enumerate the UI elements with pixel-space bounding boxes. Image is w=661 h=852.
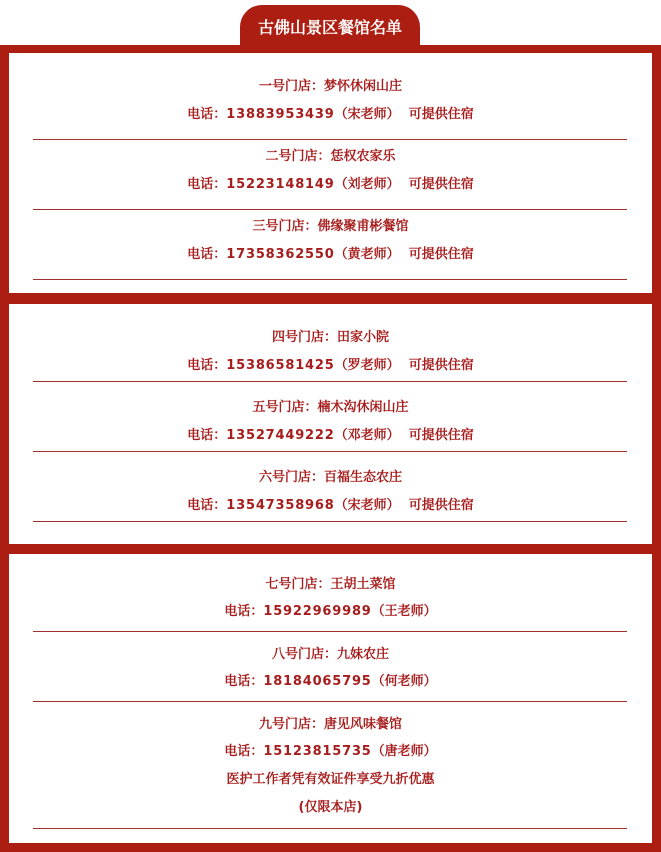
divider <box>33 631 627 632</box>
lodging-note: 可提供住宿 <box>408 358 474 373</box>
phone-prefix: 电话： <box>187 107 227 122</box>
phone-number[interactable]: 17358362550 <box>226 247 335 262</box>
store-group-2 <box>9 304 652 544</box>
phone-prefix: 电话： <box>224 674 264 689</box>
phone-number[interactable]: 15123815735 <box>263 744 372 759</box>
store-phone-line <box>9 107 652 123</box>
divider <box>33 381 627 382</box>
phone-number[interactable]: 13883953439 <box>226 107 335 122</box>
contact-name: （罗老师） <box>334 358 400 373</box>
store-phone-line <box>9 428 652 444</box>
store-name: 四号门店：田家小院 <box>271 330 389 345</box>
contact-name: （宋老师） <box>334 107 400 122</box>
divider <box>33 209 627 210</box>
page-title: 古佛山景区餐馆名单 <box>240 5 420 47</box>
phone-prefix: 电话： <box>187 247 227 262</box>
lodging-note: 可提供住宿 <box>408 498 474 513</box>
store-phone-line <box>9 358 652 374</box>
store-name: 六号门店：百福生态农庄 <box>258 470 402 485</box>
divider <box>33 279 627 280</box>
phone-number[interactable]: 13547358968 <box>226 498 335 513</box>
phone-prefix: 电话： <box>224 604 264 619</box>
divider <box>33 828 627 829</box>
divider <box>33 451 627 452</box>
store-name: 二号门店：恁权农家乐 <box>265 149 396 164</box>
store-phone-line <box>9 744 652 760</box>
store-group-1 <box>9 53 652 293</box>
contact-name: （何老师） <box>371 674 437 689</box>
store-name: 七号门店：王胡土菜馆 <box>265 577 396 592</box>
lodging-note: 可提供住宿 <box>408 107 474 122</box>
phone-prefix: 电话： <box>187 358 227 373</box>
store-name: 一号门店：梦怀休闲山庄 <box>258 79 402 94</box>
divider <box>33 139 627 140</box>
store-phone-line <box>9 498 652 514</box>
store-name: 九号门店：唐见风味餐馆 <box>258 717 402 732</box>
contact-name: （王老师） <box>371 604 437 619</box>
phone-prefix: 电话： <box>187 428 227 443</box>
store-phone-line <box>9 604 652 620</box>
list-frame <box>0 45 661 852</box>
divider <box>33 701 627 702</box>
phone-number[interactable]: 13527449222 <box>226 428 335 443</box>
contact-name: （黄老师） <box>334 247 400 262</box>
phone-prefix: 电话： <box>187 177 227 192</box>
store-group-3 <box>9 554 652 843</box>
store-name: 三号门店：佛缘聚甫彬餐馆 <box>252 219 409 234</box>
store-name: 八号门店：九妹农庄 <box>271 647 389 662</box>
lodging-note: 可提供住宿 <box>408 177 474 192</box>
contact-name: （宋老师） <box>334 498 400 513</box>
lodging-note: 可提供住宿 <box>408 428 474 443</box>
discount-note: 医护工作者凭有效证件享受九折优惠 <box>226 772 435 787</box>
store-phone-line <box>9 674 652 690</box>
divider <box>33 521 627 522</box>
phone-prefix: 电话： <box>187 498 227 513</box>
store-phone-line <box>9 247 652 263</box>
discount-scope-note: (仅限本店) <box>298 800 363 815</box>
contact-name: （唐老师） <box>371 744 437 759</box>
phone-number[interactable]: 18184065795 <box>263 674 372 689</box>
store-name: 五号门店：楠木沟休闲山庄 <box>252 400 409 415</box>
contact-name: （邓老师） <box>334 428 400 443</box>
store-phone-line <box>9 177 652 193</box>
contact-name: （刘老师） <box>334 177 400 192</box>
lodging-note: 可提供住宿 <box>408 247 474 262</box>
phone-number[interactable]: 15922969989 <box>263 604 372 619</box>
phone-number[interactable]: 15223148149 <box>226 177 335 192</box>
phone-number[interactable]: 15386581425 <box>226 358 335 373</box>
phone-prefix: 电话： <box>224 744 264 759</box>
